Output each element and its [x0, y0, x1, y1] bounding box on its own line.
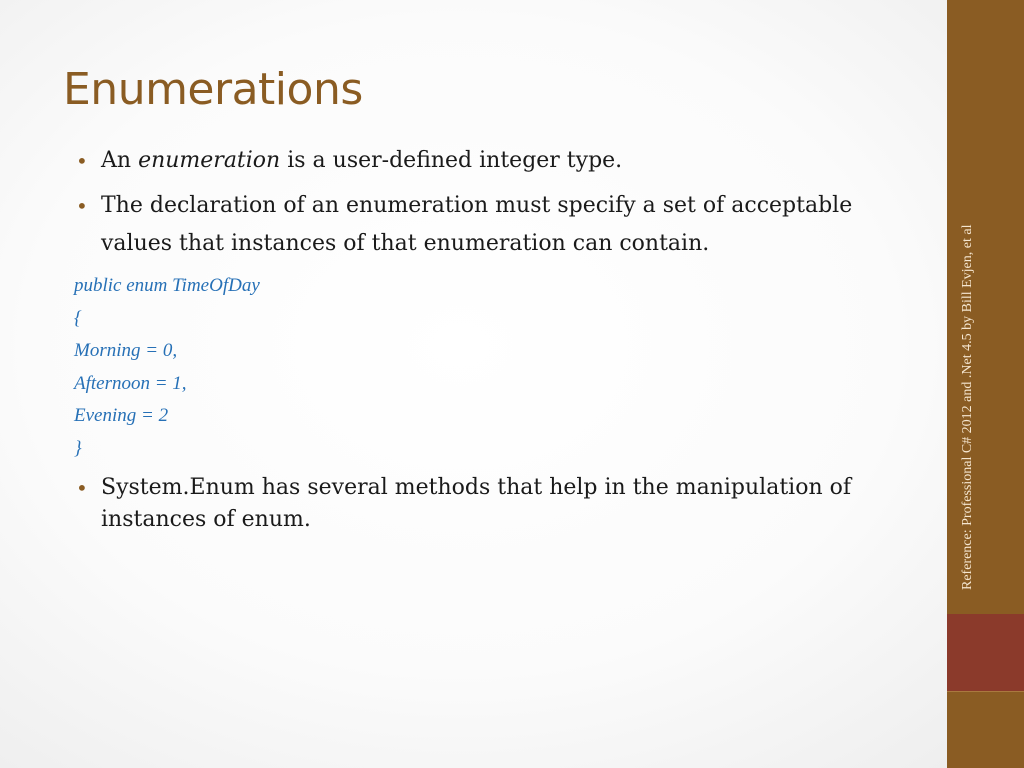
bullet-declaration: • The declaration of an enumeration must specify a set of acceptable values that instances of that enumeration can contain.	[74, 187, 904, 263]
code-line: {	[74, 307, 82, 329]
code-line: }	[74, 437, 82, 459]
bullet-1-pre: An	[101, 148, 139, 173]
side-reference	[958, 224, 1003, 590]
code-line: Evening = 2	[74, 405, 169, 427]
bullet-1-post: is a user-defined integer type.	[280, 148, 623, 173]
bullet-1-emphasis: enumeration	[138, 148, 281, 173]
side-bar-divider	[947, 691, 1024, 692]
bullet-enumeration-definition	[74, 142, 904, 180]
bullet-system-enum: • System.Enum has several methods that help in the manipulation of instances of enum.	[74, 472, 904, 536]
slide-body	[74, 142, 904, 543]
code-block	[74, 270, 904, 466]
slide-title: Enumerations	[63, 64, 363, 115]
side-reference-text: Reference: Professional C# 2012 and .Net 4.5 by Bill Evjen, et al	[960, 224, 975, 590]
code-line: public enum TimeOfDay	[74, 275, 260, 296]
side-bar-accent	[947, 614, 1024, 691]
code-line: Afternoon = 1,	[74, 372, 187, 394]
code-line: Morning = 0,	[74, 340, 178, 362]
